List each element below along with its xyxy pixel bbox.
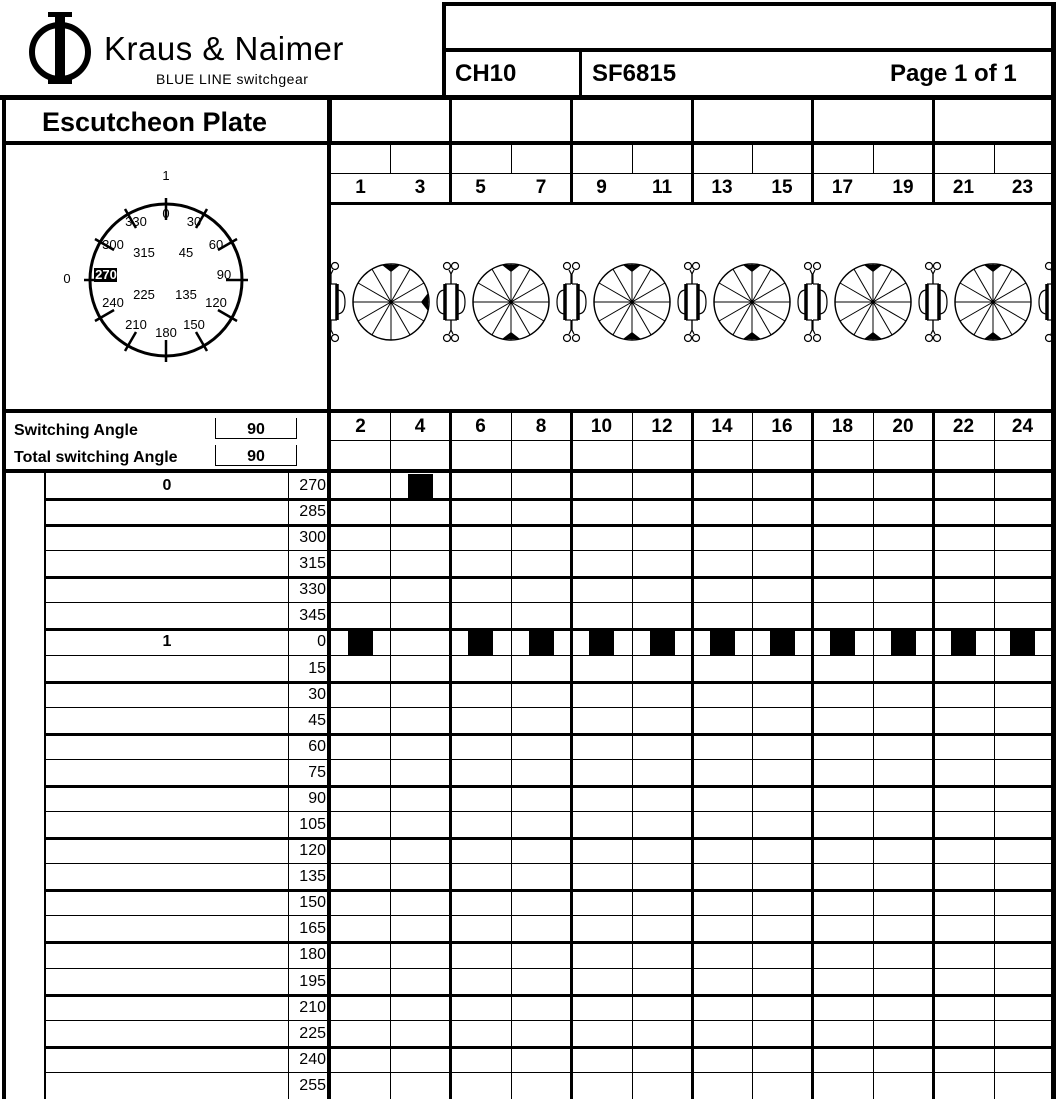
total-angle-value: 90 xyxy=(247,448,265,465)
contact-closed-mark xyxy=(529,630,554,655)
field-ch: CH10 xyxy=(455,60,517,87)
cam-lobe xyxy=(984,332,1002,339)
terminal-top-3: 3 xyxy=(414,177,426,198)
row-line xyxy=(44,733,1051,736)
row-line xyxy=(44,524,1051,527)
contact-closed-mark xyxy=(589,630,614,655)
terminal-lead xyxy=(572,320,574,334)
contact-closed-mark xyxy=(408,474,433,499)
terminal-screw xyxy=(564,335,571,342)
terminal-lead xyxy=(933,320,935,334)
row-line xyxy=(44,576,1051,579)
grid-line xyxy=(331,202,1051,205)
terminal-screw xyxy=(926,263,933,270)
field-page: Page 1 of 1 xyxy=(890,60,1017,87)
terminal-lead xyxy=(331,270,333,284)
terminal-lead xyxy=(692,320,694,334)
terminal-lead xyxy=(569,270,571,284)
dial-label: 240 xyxy=(102,295,124,310)
terminal-screw xyxy=(805,263,812,270)
grid-line xyxy=(873,145,874,173)
terminal-bottom-6: 6 xyxy=(475,416,486,437)
dial-label: 270 xyxy=(95,267,117,282)
row-line xyxy=(44,1072,1051,1073)
contact-closed-mark xyxy=(1010,630,1035,655)
terminal-lead xyxy=(933,270,935,284)
terminal-lead xyxy=(569,320,571,334)
grid-line xyxy=(331,173,1051,174)
terminal-bottom-10: 10 xyxy=(590,416,613,437)
position-label: 1 xyxy=(162,633,172,651)
terminal-bottom-4: 4 xyxy=(414,416,426,437)
terminal-screw xyxy=(805,335,812,342)
contact-closed-mark xyxy=(348,630,373,655)
terminal-screw xyxy=(444,263,451,270)
terminal-bottom-8: 8 xyxy=(535,416,547,437)
stage-divider xyxy=(449,100,452,141)
row-line xyxy=(44,837,1051,840)
escutcheon-dial xyxy=(40,160,300,400)
cam-lobe xyxy=(743,332,761,339)
row-line xyxy=(44,889,1051,892)
terminal-bottom-20: 20 xyxy=(892,416,914,437)
row-line xyxy=(44,863,1051,864)
angle-label: 270 xyxy=(299,477,326,494)
row-line xyxy=(44,707,1051,708)
dial-label: 0 xyxy=(162,206,170,221)
terminal-bottom-14: 14 xyxy=(711,416,733,437)
dial-label: 330 xyxy=(125,214,147,229)
terminal-screw xyxy=(693,335,700,342)
stage-divider xyxy=(570,100,573,141)
switching-angle-label: Switching Angle xyxy=(14,422,138,439)
terminal-top-21: 21 xyxy=(952,177,975,198)
row-line xyxy=(44,811,1051,812)
angle-label: 75 xyxy=(308,763,326,781)
cam-lobe xyxy=(421,293,428,311)
cam-lobe xyxy=(382,265,400,272)
terminal-bottom-22: 22 xyxy=(952,416,975,437)
terminal-screw xyxy=(1046,263,1052,270)
row-line xyxy=(44,915,1051,916)
terminal-top-11: 11 xyxy=(651,177,673,198)
contact-stage-diagrams xyxy=(331,205,1051,409)
cam-lobe xyxy=(502,332,520,339)
terminal-screw xyxy=(564,263,571,270)
angle-label: 45 xyxy=(308,711,326,729)
terminal-bottom-12: 12 xyxy=(651,416,673,437)
terminal-screw xyxy=(444,335,451,342)
angle-label: 345 xyxy=(299,607,326,625)
brand-tagline: BLUE LINE switchgear xyxy=(156,71,309,87)
terminal-lead xyxy=(813,320,815,334)
angle-label: 240 xyxy=(299,1050,326,1068)
row-line xyxy=(44,1046,1051,1049)
escutcheon-title: Escutcheon Plate xyxy=(42,107,268,137)
terminal-lead xyxy=(572,270,574,284)
terminal-screw xyxy=(573,263,580,270)
angle-label: 285 xyxy=(299,503,326,521)
dial-label: 120 xyxy=(205,295,227,310)
cam-lobe xyxy=(623,265,641,272)
terminal-lead xyxy=(813,270,815,284)
switching-angle-box xyxy=(215,418,297,439)
angle-label: 60 xyxy=(308,737,326,755)
dial-label: 0 xyxy=(63,271,71,286)
row-line xyxy=(44,994,1051,997)
contact-closed-mark xyxy=(650,630,675,655)
terminal-lead xyxy=(810,320,812,334)
cam-lobe xyxy=(984,265,1002,272)
dial-label: 90 xyxy=(216,267,232,282)
row-line xyxy=(44,968,1051,969)
contact-closed-mark xyxy=(830,630,855,655)
grid-line xyxy=(632,145,633,173)
terminal-top-1: 1 xyxy=(355,177,366,198)
angle-label: 210 xyxy=(299,998,326,1016)
terminal-lead xyxy=(692,270,694,284)
contact-stage xyxy=(813,263,933,342)
terminal-bottom-2: 2 xyxy=(355,416,366,437)
contact-closed-mark xyxy=(951,630,976,655)
brand-name: Kraus & Naimer xyxy=(104,30,344,67)
contact-stage xyxy=(451,263,571,342)
dial-label: 45 xyxy=(178,245,194,260)
total-angle-label: Total switching Angle xyxy=(14,449,178,466)
terminal-top-9: 9 xyxy=(596,177,607,198)
dial-label: 150 xyxy=(183,317,205,332)
angle-label: 105 xyxy=(299,816,326,834)
cam-lobe xyxy=(864,332,882,339)
cam-lobe xyxy=(864,265,882,272)
kn-logo-icon xyxy=(22,10,98,86)
row-line xyxy=(44,941,1051,944)
terminal-screw xyxy=(934,263,941,270)
angle-label: 225 xyxy=(299,1024,326,1042)
contact-stage xyxy=(692,263,812,342)
terminal-screw xyxy=(452,335,459,342)
terminal-lead xyxy=(810,270,812,284)
stage-divider xyxy=(691,100,694,141)
contact-closed-mark xyxy=(770,630,795,655)
contact-stage xyxy=(572,263,692,342)
terminal-screw xyxy=(685,335,692,342)
terminal-top-15: 15 xyxy=(771,177,793,198)
terminal-lead xyxy=(331,320,333,334)
angle-label: 15 xyxy=(308,659,326,677)
terminal-screw xyxy=(573,335,580,342)
terminal-top-23: 23 xyxy=(1011,177,1034,198)
angle-label: 300 xyxy=(299,529,326,547)
cam-lobe xyxy=(623,332,641,339)
angle-label: 255 xyxy=(299,1076,326,1094)
terminal-screw xyxy=(926,335,933,342)
dial-label: 210 xyxy=(125,317,147,332)
dial-label: 60 xyxy=(208,237,224,252)
terminal-bottom-24: 24 xyxy=(1011,416,1034,437)
row-line xyxy=(44,785,1051,788)
row-line xyxy=(44,1020,1051,1021)
angle-label: 165 xyxy=(299,920,326,938)
angle-label: 315 xyxy=(299,555,326,573)
terminal-top-17: 17 xyxy=(831,177,854,198)
contact-closed-mark xyxy=(468,630,493,655)
terminal-screw xyxy=(693,263,700,270)
terminal-top-5: 5 xyxy=(475,177,486,198)
grid-line xyxy=(994,145,995,173)
field-sf: SF6815 xyxy=(592,60,677,87)
position-label: 0 xyxy=(162,477,172,494)
terminal-top-13: 13 xyxy=(711,177,733,198)
terminal-screw xyxy=(332,335,339,342)
total-angle-box xyxy=(215,445,297,466)
terminal-screw xyxy=(1046,335,1052,342)
grid-line xyxy=(331,100,332,141)
terminal-lead xyxy=(451,320,453,334)
row-line xyxy=(44,498,1051,501)
terminal-screw xyxy=(332,263,339,270)
dial-label: 180 xyxy=(155,325,177,340)
row-line xyxy=(44,550,1051,551)
terminal-screw xyxy=(814,335,821,342)
angle-label: 180 xyxy=(299,946,326,964)
dial-label: 30 xyxy=(186,214,202,229)
terminal-top-7: 7 xyxy=(535,177,547,198)
dial-label: 300 xyxy=(102,237,124,252)
terminal-screw xyxy=(814,263,821,270)
cam-lobe xyxy=(743,265,761,272)
terminal-bottom-18: 18 xyxy=(831,416,854,437)
grid-line xyxy=(331,440,1051,441)
grid-line xyxy=(390,145,391,173)
angle-label: 135 xyxy=(299,868,326,886)
stage-divider xyxy=(932,100,935,141)
contact-closed-mark xyxy=(710,630,735,655)
grid-line xyxy=(752,145,753,173)
row-line xyxy=(44,681,1051,684)
angle-label: 195 xyxy=(299,972,326,990)
terminal-screw xyxy=(685,263,692,270)
angle-label: 30 xyxy=(308,685,326,703)
row-line xyxy=(44,759,1051,760)
switching-angle-value: 90 xyxy=(247,421,265,438)
angle-label: 330 xyxy=(299,581,326,599)
angle-label: 0 xyxy=(317,633,326,651)
contact-closed-mark xyxy=(891,630,916,655)
terminal-screw xyxy=(452,263,459,270)
terminal-lead xyxy=(451,270,453,284)
angle-label: 150 xyxy=(299,894,326,912)
dial-label: 1 xyxy=(162,168,170,183)
angle-label: 120 xyxy=(299,842,326,860)
terminal-top-19: 19 xyxy=(892,177,914,198)
dial-label: 135 xyxy=(175,287,197,302)
stage-divider xyxy=(811,100,814,141)
cam-lobe xyxy=(502,265,520,272)
contact-stage xyxy=(331,263,451,342)
terminal-screw xyxy=(934,335,941,342)
dial-label: 315 xyxy=(133,245,155,260)
angle-label: 90 xyxy=(308,789,326,807)
row-line xyxy=(44,602,1051,603)
grid-line xyxy=(511,145,512,173)
dial-label: 225 xyxy=(133,287,155,302)
contact-stage xyxy=(933,263,1051,342)
terminal-bottom-16: 16 xyxy=(771,416,793,437)
